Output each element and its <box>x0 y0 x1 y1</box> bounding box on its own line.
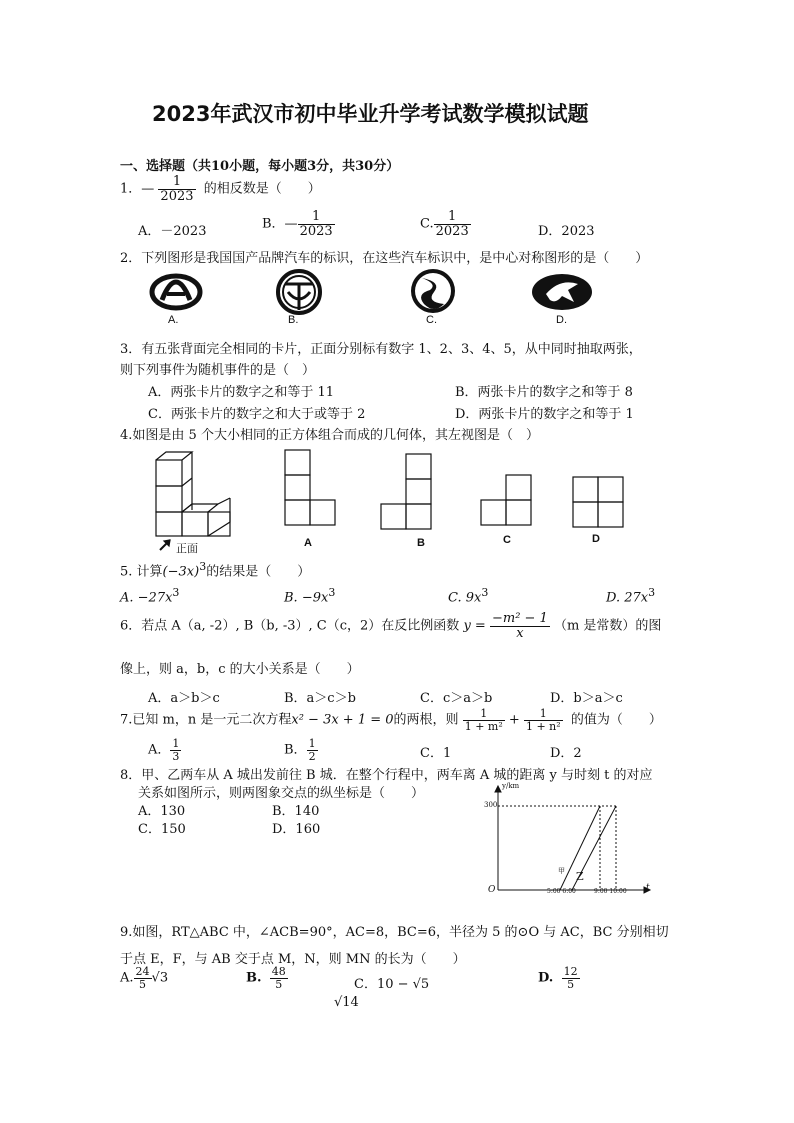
question-1-stem: 1．— $\frac{1}{2023}$ 的相反数是（ ） <box>120 174 321 204</box>
question-7-stem: 7.已知 m，n 是一元二次方程x² − 3x + 1 = 0的两根，则 $\frac{1}{\text{1 + m²}}$ + $\frac{1}{\text{1 + n²}}$ 的值为（ ） <box>120 707 662 733</box>
q8-option-c: C．150 <box>138 822 186 837</box>
q4-view-c <box>480 474 534 528</box>
q8-graph-xlabel: t <box>646 883 650 893</box>
q8-option-d: D．160 <box>272 822 321 837</box>
q6-option-a: A．a＞b＞c <box>148 691 220 706</box>
question-9-stem-line2: 于点 E，F，与 AB 交于点 M，N，则 MN 的长为（ ） <box>120 952 466 967</box>
q5-option-a: A. $-27x^3$ <box>120 586 180 606</box>
q3-option-a: A．两张卡片的数字之和等于 11 <box>148 385 335 400</box>
question-6-stem-line2: 像上，则 a，b，c 的大小关系是（ ） <box>120 662 360 677</box>
q9-option-c: C．10 − √5 <box>354 977 430 992</box>
q2-label-a: A. <box>168 314 179 326</box>
question-9-stem-line1: 9.如图，RT△ABC 中，∠ACB=90°，AC=8，BC=6，半径为 5 的⊙O 与 AC，BC 分别相切 <box>120 925 669 940</box>
q5-option-d: D. $27x^3$ <box>606 586 656 606</box>
q4-label-d: D <box>592 533 600 545</box>
q4-label-a: A <box>304 537 312 549</box>
page-title: 2023年武汉市初中毕业升学考试数学模拟试题 <box>152 102 589 126</box>
question-8-stem-line1: 8．甲、乙两车从 A 城出发前往 B 城．在整个行程中，两车离 A 城的距离 y 与时刻 t 的对应 <box>120 768 653 783</box>
q8-option-b: B．140 <box>272 804 320 819</box>
q9-option-b: B. $\frac{48}{5}$ <box>246 965 286 991</box>
question-5-stem: 5. 计算$(-3x)^3$的结果是（ ） <box>120 560 311 580</box>
q2-label-d: D. <box>556 314 567 326</box>
q9-option-d: D. $\frac{12}{5}$ <box>538 965 578 991</box>
q3-option-c: C．两张卡片的数字之和大于或等于 2 <box>148 407 366 422</box>
q2-label-b: B. <box>288 314 299 326</box>
q8-graph-ylabel: y/km <box>502 782 520 790</box>
q8-graph-xticks: 5:00 6:00 <box>547 888 576 895</box>
q4-label-c: C <box>503 534 511 546</box>
question-8-stem-line2: 关系如图所示，则两图象交点的纵坐标是（ ） <box>138 786 425 801</box>
car-logo-b <box>274 270 324 316</box>
q7-option-d: D．2 <box>550 746 582 761</box>
q8-distance-time-graph <box>478 782 658 902</box>
q4-view-d <box>572 476 626 530</box>
q6-option-d: D．b＞a＞c <box>550 691 623 706</box>
car-logo-d <box>530 272 594 314</box>
q8-graph-y300: 300 <box>484 801 498 809</box>
car-logo-c <box>408 268 458 316</box>
q8-graph-xticks2: 9:00 10:00 <box>594 888 627 895</box>
q3-option-b: B．两张卡片的数字之和等于 8 <box>455 385 633 400</box>
q8-option-a: A．130 <box>138 804 186 819</box>
question-6-stem-line1: 6．若点 A（a, -2）, B（b, -3）, C（c，2）在反比例函数 y = $\frac{\text{−m² − 1}}{x}$ （m 是常数）的图 <box>120 611 662 641</box>
q1-option-b: B．— $\frac{1}{2023}$ <box>262 209 333 239</box>
question-2-stem: 2．下列图形是我国国产品牌汽车的标识，在这些汽车标识中，是中心对称图形的是（ ） <box>120 251 649 266</box>
q8-graph-jia: 甲 <box>558 867 565 875</box>
q5-option-b: B. $-9x^3$ <box>284 586 336 606</box>
q4-view-a <box>284 449 338 529</box>
q9-option-a: A. $\frac{24}{5}$ √3 <box>120 965 169 991</box>
q1-option-a: A．－2023 <box>138 224 207 239</box>
q1-option-c: C. $\frac{1}{2023}$ <box>420 209 469 239</box>
section-heading: 一、选择题（共10小题，每小题3分，共30分） <box>120 159 400 174</box>
question-3-stem-line1: 3．有五张背面完全相同的卡片，正面分别标有数字 1、2、3、4、5，从中同时抽取两张， <box>120 342 642 357</box>
q6-option-c: C．c＞a＞b <box>420 691 493 706</box>
q6-option-b: B．a＞c＞b <box>284 691 356 706</box>
q7-option-a: A． $\frac{1}{3}$ <box>148 737 180 763</box>
q7-option-b: B． $\frac{1}{2}$ <box>284 737 316 763</box>
q9-stray-radical: √14 <box>334 995 359 1010</box>
q3-option-d: D．两张卡片的数字之和等于 1 <box>455 407 634 422</box>
q8-graph-origin: O <box>488 885 496 895</box>
q4-label-b: B <box>417 537 425 549</box>
question-4-stem: 4.如图是由 5 个大小相同的正方体组合而成的几何体，其左视图是（ ） <box>120 428 539 443</box>
q7-option-c: C．1 <box>420 746 452 761</box>
q1-option-d: D．2023 <box>538 224 595 239</box>
q4-front-label: 正面 <box>176 542 198 555</box>
q8-graph-yi: Z <box>576 870 584 883</box>
q4-view-b <box>380 453 434 533</box>
q2-label-c: C. <box>426 314 437 326</box>
question-3-stem-line2: 则下列事件为随机事件的是（ ） <box>120 363 316 378</box>
q5-option-c: C. $9x^3$ <box>448 586 489 606</box>
car-logo-a <box>150 270 202 316</box>
